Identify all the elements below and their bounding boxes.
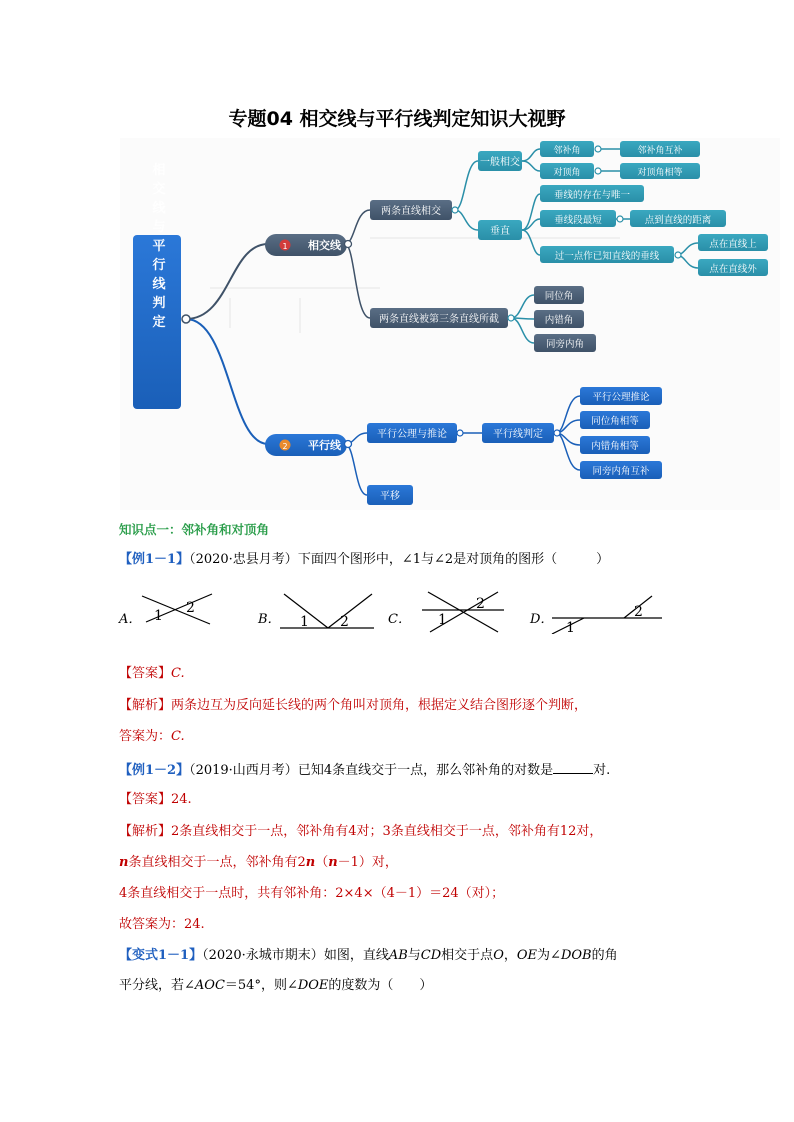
option-d-figure	[548, 588, 668, 634]
node-tongpang: 同旁内角	[545, 339, 585, 350]
math-oe: OE	[516, 948, 538, 963]
option-b-figure	[278, 588, 378, 632]
example-text: 已知4条直线交于一点，那么邻补角的对数是	[297, 763, 554, 778]
math-o: O	[493, 948, 504, 963]
example-text: 下面四个图形中，∠1与∠2是对顶角的图形（ ）	[297, 552, 610, 567]
node-pxpd: 平行线判定	[493, 429, 543, 440]
option-c-figure	[418, 588, 508, 634]
node-linbu-r: 邻补角互补	[637, 146, 683, 156]
node-cz3-b: 点在直线外	[709, 264, 757, 275]
node-yiban: 一般相交	[480, 157, 520, 168]
example-1-1-final	[119, 729, 185, 745]
final-prefix: 答案为：	[119, 729, 172, 744]
var-n: n	[328, 855, 338, 870]
node-linbu: 邻补角	[553, 146, 581, 156]
analysis-tag: 【解析】	[119, 824, 172, 839]
variant-source: （2020·永城市期末）	[202, 948, 324, 963]
analysis-text: 2条直线相交于一点，邻补角有4对；3条直线相交于一点，邻补角有12对，	[171, 824, 603, 839]
variant-text: ，	[503, 948, 517, 963]
node-tongwei: 同位角	[544, 291, 574, 302]
variant-text: 相交于点	[441, 948, 494, 963]
analysis-tag: 【解析】	[119, 698, 172, 713]
node-pd1: 平行公理推论	[592, 392, 650, 403]
node-cz3-a: 点在直线上	[709, 239, 757, 250]
example-1-2-analysis-1	[119, 824, 602, 840]
angle-2-label: 2	[340, 614, 349, 630]
node-pxgl: 平行公理与推论	[377, 429, 447, 440]
example-tail: 对.	[593, 763, 611, 778]
option-a-figure	[140, 588, 220, 632]
example-1-2-analysis-4: 故答案为：24.	[119, 917, 205, 932]
angle-1-label: 1	[438, 612, 447, 628]
variant-text: 为∠	[537, 948, 561, 963]
node-pd4: 同旁内角互补	[592, 466, 650, 477]
math-dob: DOB	[560, 948, 592, 963]
angle-1-label: 1	[566, 620, 575, 634]
option-d-label: D．	[530, 612, 554, 627]
example-1-1-analysis	[119, 698, 587, 714]
analysis-text: 两条边互为反向延长线的两个角叫对顶角，根据定义结合图形逐个判断，	[171, 698, 588, 713]
variant-text: 与	[407, 948, 421, 963]
blank-underline[interactable]	[553, 761, 593, 774]
node-chuizhi: 垂直	[490, 226, 510, 237]
node-cz1: 垂线的存在与唯一	[553, 190, 631, 201]
option-c-label: C．	[388, 612, 411, 627]
variant-tag: 【变式1－1】	[119, 948, 203, 963]
angle-1-label: 1	[154, 608, 163, 624]
option-b-label: B．	[258, 612, 281, 627]
example-tag: 【例1－1】	[119, 552, 190, 567]
math-aoc: AOC	[194, 978, 225, 993]
angle-2-label: 2	[634, 604, 643, 620]
variant-1-1-line-1	[119, 948, 618, 964]
example-1-1-answer	[119, 666, 185, 682]
node-cz3: 过一点作已知直线的垂线	[554, 251, 660, 262]
analysis-text: 条直线相交于一点，邻补角有2	[128, 855, 306, 870]
node-pd3: 内错角相等	[591, 441, 639, 452]
node-pd2: 同位角相等	[591, 416, 639, 427]
root-node: 相交线与平行线判定	[149, 162, 165, 334]
math-doe: DOE	[297, 978, 329, 993]
variant-text: 的角	[591, 948, 618, 963]
angle-2-label: 2	[186, 600, 195, 616]
analysis-text: （	[315, 855, 329, 870]
node-duiding: 对顶角	[553, 168, 581, 178]
variant-text: 的度数为（ ）	[328, 978, 433, 993]
node-santiao: 两条直线被第三条直线所截	[379, 314, 499, 325]
node-liangtiao: 两条直线相交	[381, 206, 441, 217]
example-1-2-analysis-3: 4条直线相交于一点时，共有邻补角：2×4×（4－1）＝24（对）；	[119, 886, 505, 901]
analysis-text: －1）对，	[337, 855, 398, 870]
angle-2-label: 2	[476, 596, 485, 612]
var-n: n	[119, 855, 129, 870]
node-cz2-r: 点到直线的距离	[644, 215, 712, 226]
mind-map	[120, 138, 780, 510]
option-a-label: A．	[119, 612, 142, 627]
variant-text: 如图，直线	[323, 948, 389, 963]
var-n: n	[305, 855, 316, 870]
variant-text: ＝54°，则∠	[224, 978, 298, 993]
node-cz2: 垂线段最短	[554, 215, 602, 226]
branch2-label: 平行线	[308, 439, 341, 452]
node-neicuo: 内错角	[544, 315, 574, 326]
final-value: C.	[171, 729, 185, 744]
math-cd: CD	[420, 948, 442, 963]
angle-1-label: 1	[300, 614, 309, 630]
branch1-label: 相交线	[308, 239, 341, 252]
answer-tag: 【答案】	[119, 792, 172, 807]
answer-value: C.	[171, 666, 185, 681]
node-duiding-r: 对顶角相等	[637, 168, 683, 178]
math-ab: AB	[388, 948, 408, 963]
example-1-1-question	[119, 552, 609, 568]
answer-tag: 【答案】	[119, 666, 172, 681]
example-tag: 【例1－2】	[119, 763, 190, 778]
page-title: 专题04 相交线与平行线判定知识大视野	[228, 108, 566, 130]
node-pingyi: 平移	[380, 491, 400, 502]
answer-value: 24.	[171, 792, 192, 807]
example-source: （2020·忠县月考）	[189, 552, 298, 567]
branch2-num: 2	[282, 442, 288, 451]
example-1-2-analysis-2	[119, 855, 398, 871]
example-source: （2019·山西月考）	[189, 763, 298, 778]
section-heading: 知识点一：邻补角和对顶角	[119, 522, 270, 537]
branch1-num: 1	[282, 242, 288, 251]
example-1-2-question	[119, 761, 610, 779]
variant-1-1-line-2	[119, 978, 432, 994]
variant-text: 平分线，若∠	[119, 978, 195, 993]
example-1-2-answer	[119, 792, 192, 808]
